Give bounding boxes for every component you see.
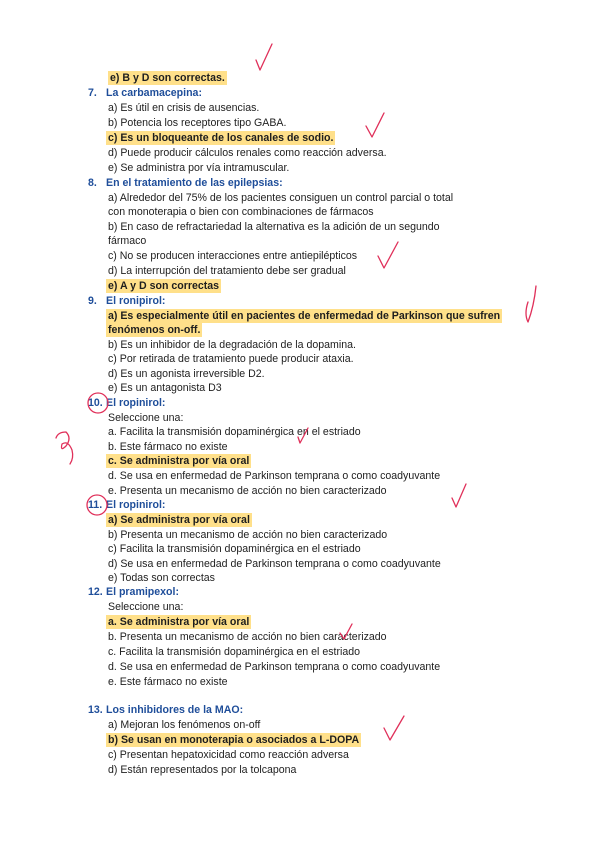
answer-highlight: a) Se administra por vía oral (108, 514, 250, 526)
question-number: 13. (88, 704, 103, 716)
question-11-title (88, 498, 165, 512)
option-line: con monoterapia o bien con combinaciones de fármacos (108, 206, 374, 218)
option-line: a. Facilita la transmisión dopaminérgica en el estriado (108, 426, 361, 438)
check-mark-icon (526, 286, 536, 322)
option-line: a) Alrededor del 75% de los pacientes consiguen un control parcial o total (108, 192, 454, 204)
option-line: e) Todas son correctas (108, 572, 215, 584)
option-line: a) Es útil en crisis de ausencias. (108, 102, 260, 114)
check-mark-icon (366, 113, 384, 137)
question-10-title (88, 396, 165, 410)
option-line: d) Se usa en enfermedad de Parkinson temprana o como coadyuvante (108, 558, 441, 570)
option-line: e) Es un antagonista D3 (108, 382, 222, 394)
option-line: a) Mejoran los fenómenos on-off (108, 719, 261, 731)
option-line: b) Es un inhibidor de la degradación de la dopamina. (108, 339, 356, 351)
answer-highlight: fenómenos on-off. (108, 324, 201, 336)
option-line: c) No se producen interacciones entre antiepilépticos (108, 250, 358, 262)
option-line: c) Facilita la transmisión dopaminérgica en el estriado (108, 543, 361, 555)
check-mark-icon (378, 242, 398, 268)
answer-highlight: b) Se usan en monoterapia o asociados a L-DOPA (108, 734, 360, 746)
option-line: d) Es un agonista irreversible D2. (108, 368, 265, 380)
question-8-title (88, 176, 283, 190)
option-line: fármaco (108, 235, 147, 247)
answer-highlight: e) B y D son correctas. (110, 72, 225, 84)
option-line: b. Presenta un mecanismo de acción no bien caracterizado (108, 631, 387, 643)
option-line: Seleccione una: (108, 601, 184, 613)
question-text: El ropinirol: (106, 499, 166, 511)
question-text: En el tratamiento de las epilepsias: (106, 177, 283, 189)
option-line: c. Facilita la transmisión dopaminérgica en el estriado (108, 646, 361, 658)
option-line: Seleccione una: (108, 412, 184, 424)
question-number: 10. (88, 397, 103, 409)
question-13-title (88, 703, 243, 717)
question-number: 11. (88, 499, 103, 511)
question-number: 9. (88, 295, 97, 307)
question-text: El ropinirol: (106, 397, 166, 409)
option-line: d) Están representados por la tolcapona (108, 764, 297, 776)
option-line: c) Por retirada de tratamiento puede producir ataxia. (108, 353, 354, 365)
option-line: d. Se usa en enfermedad de Parkinson temprana o como coadyuvante (108, 470, 441, 482)
question-text: El ronipirol: (106, 295, 166, 307)
question-number: 8. (88, 177, 97, 189)
answer-highlight: a. Se administra por vía oral (108, 616, 250, 628)
answer-highlight: a) Es especialmente útil en pacientes de enfermedad de Parkinson que sufren (108, 310, 501, 322)
question-12-title (88, 585, 179, 599)
question-7-title (88, 86, 202, 100)
question-text: El pramipexol: (106, 586, 179, 598)
question-text: La carbamacepina: (106, 87, 202, 99)
option-line: e. Presenta un mecanismo de acción no bien caracterizado (108, 485, 387, 497)
option-line: d. Se usa en enfermedad de Parkinson temprana o como coadyuvante (108, 661, 441, 673)
option-line: d) La interrupción del tratamiento debe ser gradual (108, 265, 346, 277)
option-line: e) Se administra por vía intramuscular. (108, 162, 290, 174)
check-mark-icon (384, 716, 404, 740)
check-mark-icon (452, 484, 466, 507)
question-number: 12. (88, 586, 103, 598)
option-line: e. Este fármaco no existe (108, 676, 228, 688)
answer-highlight: c. Se administra por vía oral (108, 455, 250, 467)
option-line: b) Potencia los receptores tipo GABA. (108, 117, 287, 129)
option-line: b) Presenta un mecanismo de acción no bien caracterizado (108, 529, 388, 541)
answer-highlight: e) A y D son correctas (108, 280, 220, 292)
question-number: 7. (88, 87, 97, 99)
answer-highlight: c) Es un bloqueante de los canales de sodio. (108, 132, 334, 144)
scribble-mark-icon (56, 432, 73, 464)
question-text: Los inhibidores de la MAO: (106, 704, 244, 716)
check-mark-icon (256, 44, 272, 70)
option-line: b) En caso de refractariedad la alternativa es la adición de un segundo (108, 221, 440, 233)
option-line: b. Este fármaco no existe (108, 441, 228, 453)
option-line: c) Presentan hepatoxicidad como reacción adversa (108, 749, 349, 761)
question-9-title (88, 294, 165, 308)
option-line: d) Puede producir cálculos renales como reacción adversa. (108, 147, 387, 159)
